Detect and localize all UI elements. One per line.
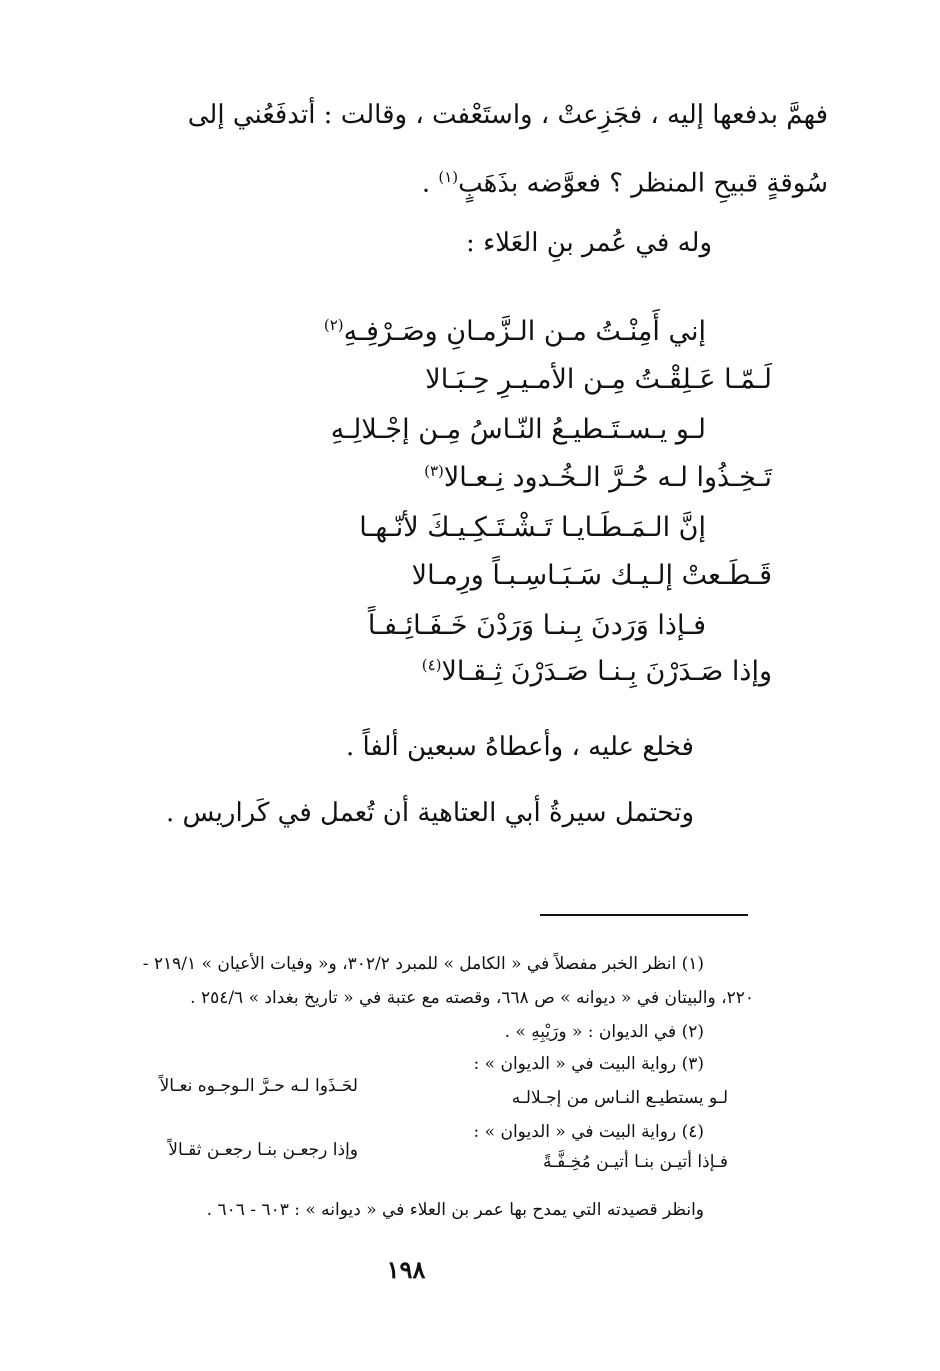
verse-text: إنَّ الـمَـطَـايـا تَـشْـتَـكِـيـكَ لأنّـهـا [359, 512, 706, 543]
verse-4-first [368, 610, 706, 641]
verse-text: تَـخِـذُوا لـه حُـرَّ الـخُـدود نِـعـالا [443, 462, 772, 493]
verse-1-first [324, 316, 706, 347]
footnote-ref-1: (١) [438, 168, 459, 186]
verse-text: فـإذا وَرَدنَ بِـنـا وَرَدْنَ خَـفَـائِـفـاً [367, 610, 706, 641]
verse-text: إني أَمِنْـتُ مـن الـزَّمـانِ وصَـرْفِـهِ [343, 316, 706, 347]
footnote-4: (٤) رواية البيت في « الديوان » : [473, 1122, 704, 1142]
footnote-1-line-2: ٢٢٠، والبيتان في « ديوانه » ص ٦٦٨، وقصته مع عتبة في « تاريخ بغداد » ٢٥٤/٦ . [190, 988, 754, 1008]
prose-line-2 [422, 168, 828, 199]
verse-3-second [412, 560, 772, 591]
verse-2-first [331, 414, 706, 445]
footnote-3-verse-first: لـو يستطيـع النـاس من إجـلالـه [511, 1088, 728, 1108]
closing-line-2: وتحتمل سيرةُ أبي العتاهية أن تُعمل في كَراريس . [165, 798, 694, 828]
verse-2-second [424, 462, 772, 493]
verse-3-first [359, 512, 706, 543]
verse-text: وإذا صَـدَرْنَ بِـنـا صَـدَرْنَ ثِـقـالا [441, 656, 772, 687]
verse-1-second [425, 364, 772, 395]
footnote-3: (٣) رواية البيت في « الديوان » : [473, 1054, 704, 1074]
prose-line-2-text: سُوقةٍ قبيحِ المنظر ؟ فعوَّضه بذَهَبٍ [458, 168, 828, 199]
closing-line-1: فخلع عليه ، وأعطاهُ سبعين ألفاً . [345, 732, 694, 762]
page-number: ١٩٨ [386, 1255, 426, 1284]
verse-4-second [422, 656, 772, 687]
footnote-2: (٢) في الديوان : « ورَيْبِهِ » . [504, 1022, 704, 1042]
verse-text: لـو يـسـتَـطيـعُ النّـاسُ مِـن إجْـلالِـهِ [330, 414, 706, 445]
footnote-ref-2: (٢) [323, 316, 344, 334]
verse-text: لَـمّـا عَـلِقْـتُ مِـن الأمـيـرِ حِـبَـالا [425, 364, 772, 395]
footnote-ref-3: (٣) [424, 462, 444, 480]
verse-text: قَـطَـعتْ إلـيـك سَـبَـاسِـبـاً ورِمـالا [411, 560, 772, 591]
footnote-3-verse-second: لحَـذَوا لـه حـرَّ الـوجـوه نعـالاً [159, 1076, 358, 1096]
footnote-final: وانظر قصيدته التي يمدح بها عمر بن العلاء في « ديوانه » : ٦٠٣ - ٦٠٦ . [206, 1200, 704, 1220]
prose-line-1: فهمَّ بدفعها إليه ، فجَزِعتْ ، واستَعْفت ، وقالت : أتدفَعُني إلى [187, 100, 828, 130]
footnote-separator [540, 914, 748, 916]
footnote-4-verse-first: فـإذا أتيـن بنـا أتيـن مُخِـفَّـةً [543, 1152, 728, 1172]
footnote-4-verse-second: وإذا رجعـن بنـا رجعـن ثقـالاً [168, 1140, 358, 1160]
footnote-ref-4: (٤) [421, 656, 442, 674]
footnote-1-line-1: (١) انظر الخبر مفصلاً في « الكامل » للمبرد ٣٠٢/٢، و« وفيات الأعيان » ٢١٩/١ - [142, 954, 704, 974]
prose-line-3: وله في عُمر بنِ العَلاء : [466, 228, 712, 258]
prose-line-2-end: . [421, 168, 439, 199]
